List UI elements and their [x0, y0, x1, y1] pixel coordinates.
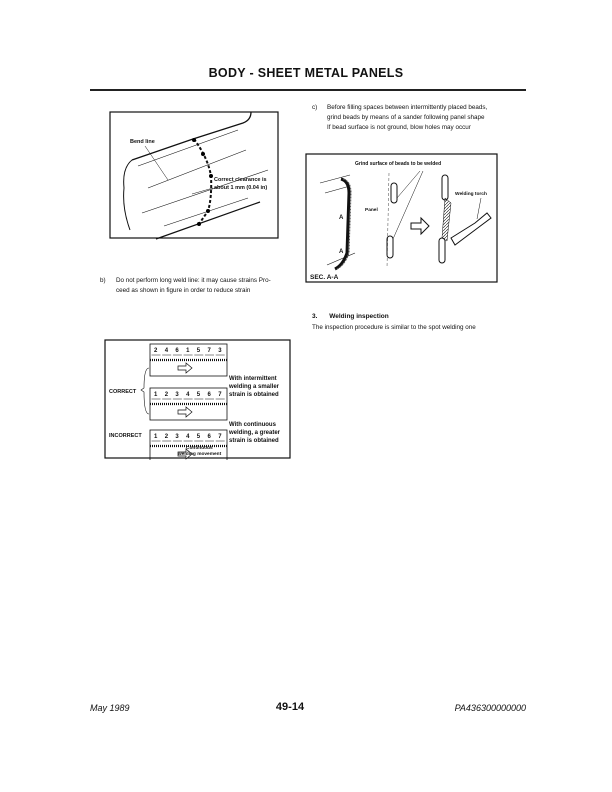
- a-label-1: A: [339, 215, 344, 221]
- weld-order-number: 6: [175, 348, 179, 354]
- weld-order-number: 4: [186, 434, 190, 440]
- section-3-number: 3.: [312, 313, 318, 320]
- footer-code: PA436300000000: [454, 703, 526, 713]
- weld-order-number: 1: [154, 434, 158, 440]
- note1-line-2: welding a smaller: [229, 384, 280, 390]
- step-c-line-2: grind beads by means of a sander following panel shape: [327, 113, 485, 121]
- weld-order-number: 5: [196, 392, 201, 398]
- section-3-heading: [312, 313, 389, 320]
- figure-grind-beads: [305, 153, 499, 284]
- torch-label: Welding torch: [455, 192, 487, 197]
- a-label-2: A: [339, 249, 344, 255]
- panel-label: Panel: [365, 208, 378, 213]
- step-b-line-2: ceed as shown in figure in order to reduce strain: [116, 286, 251, 294]
- weld-order-number: 7: [218, 434, 222, 440]
- note2-line-3: strain is obtained: [229, 438, 279, 444]
- weld-order-number: 4: [186, 392, 190, 398]
- movement-line-2: welding movement: [178, 452, 222, 457]
- weld-order-number: 5: [196, 434, 201, 440]
- footer-date: May 1989: [90, 703, 130, 713]
- clearance-label-2: about 1 mm (0.04 in): [214, 185, 268, 191]
- weld-order-number: 3: [175, 392, 179, 398]
- weld-order-number: 1: [186, 348, 190, 354]
- direction-arrow-icon: [178, 363, 192, 373]
- weld-order-number: 6: [207, 434, 211, 440]
- weld-order-number: 4: [164, 348, 169, 354]
- weld-order-number: 5: [196, 348, 201, 354]
- step-c-line-3: If bead surface is not ground, blow holes may occur: [327, 123, 471, 131]
- weld-order-number: 6: [207, 392, 211, 398]
- weld-order-number: 7: [218, 392, 222, 398]
- weld-order-number: 3: [175, 434, 179, 440]
- direction-arrow-icon: [178, 407, 192, 417]
- step-b-label: b): [100, 277, 106, 284]
- weld-order-number: 2: [164, 434, 169, 440]
- step-b-line-1: Do not perform long weld line: it may cause strains Pro-: [116, 277, 271, 284]
- step-c-label: c): [312, 104, 318, 111]
- note2-line-2: welding, a greater: [229, 430, 281, 436]
- figure-weld-sequence: [104, 338, 292, 460]
- bend-line-label: Bend line: [130, 139, 155, 145]
- section-3-title: Welding inspection: [329, 313, 389, 320]
- note1-line-3: strain is obtained: [229, 392, 279, 398]
- figure-bend-line: [108, 108, 280, 242]
- step-c-line-1: Before filling spaces between intermittently placed beads,: [327, 104, 488, 111]
- note2-line-1: With continuous: [229, 422, 276, 428]
- weld-order-number: 3: [218, 348, 222, 354]
- header-rule: [90, 89, 526, 91]
- correct-label: CORRECT: [109, 389, 137, 395]
- section-label: SEC. A-A: [310, 274, 339, 281]
- weld-order-number: 2: [154, 348, 158, 354]
- note1-line-1: With intermittent: [229, 376, 277, 382]
- clearance-label-1: Correct clearance is: [214, 177, 267, 183]
- section-3-text: The inspection procedure is similar to the spot welding one: [312, 324, 476, 331]
- movement-line-1: Continuous: [186, 446, 213, 451]
- grind-label: Grind surface of beads to be welded: [355, 161, 442, 167]
- weld-order-number: 1: [154, 392, 158, 398]
- weld-order-number: 7: [207, 348, 211, 354]
- incorrect-label: INCORRECT: [109, 433, 142, 439]
- footer-page-number: 49-14: [275, 701, 305, 713]
- weld-order-number: 2: [164, 392, 169, 398]
- page-title: BODY - SHEET METAL PANELS: [208, 66, 404, 80]
